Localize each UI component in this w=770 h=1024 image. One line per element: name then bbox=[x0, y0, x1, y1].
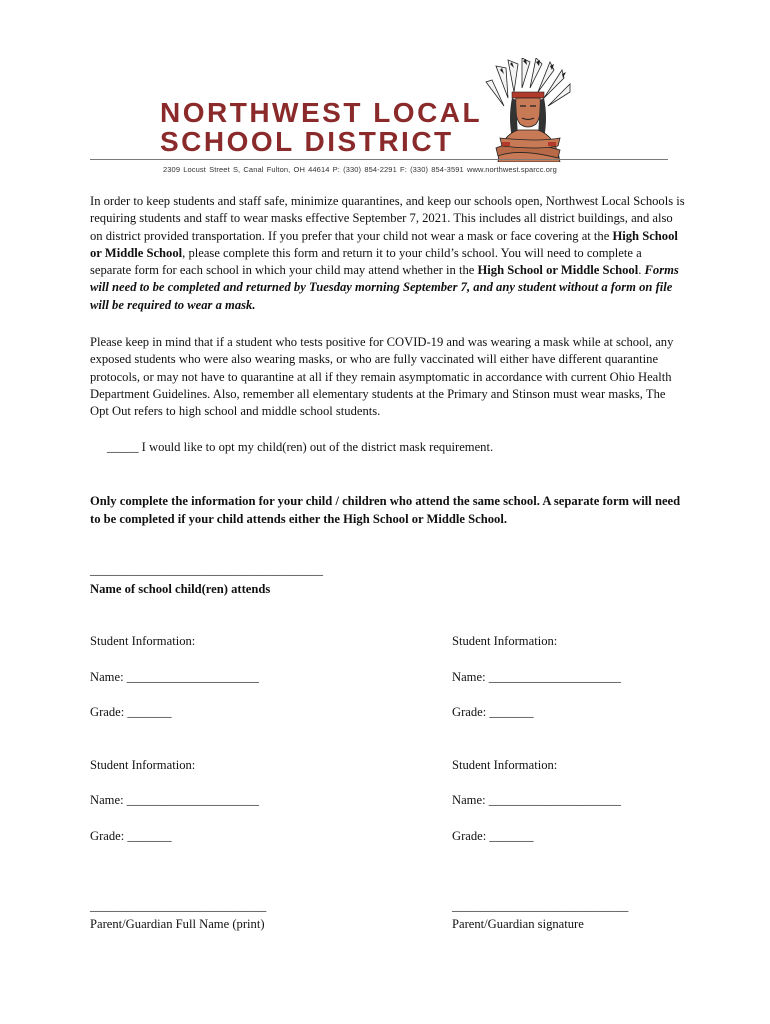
student-4-grade-field[interactable]: Grade: _______ bbox=[452, 829, 534, 843]
guardian-name-label: Parent/Guardian Full Name (print) bbox=[90, 917, 265, 931]
policy-text-3: . bbox=[638, 263, 645, 278]
student-1-name-field[interactable]: Name: _____________________ bbox=[90, 670, 259, 684]
student-1-heading: Student Information: bbox=[90, 634, 196, 648]
student-1-grade-field[interactable]: Grade: _______ bbox=[90, 705, 172, 719]
deadline-notice: Forms will need to be completed and returned by Tuesday morning September 7, and any student without a form on file will be required to wear a mask. bbox=[90, 263, 679, 312]
quarantine-paragraph: Please keep in mind that if a student who tests positive for COVID-19 and was wearing a mask while at school, any exposed students who were also wearing masks, or who are fully vaccinated will either have different quarantine protocols, or may not have to quarantine at all if they remain asymptomatic in accordance with current Ohio Health Department Guidelines. Also, remember all elementary students at the Primary and Stinson must wear masks, The Opt Out refers to high school and middle school students. bbox=[90, 335, 674, 419]
school-name-label: Name of school child(ren) attends bbox=[90, 582, 271, 596]
district-name-line1: NORTHWEST LOCAL bbox=[160, 97, 483, 128]
student-3-name-field[interactable]: Name: _____________________ bbox=[90, 793, 259, 807]
district-address: 2309 Locust Street S, Canal Fulton, OH 44614 P: (330) 854-2291 F: (330) 854-3591 www.northwest.sparcc.org bbox=[163, 165, 557, 174]
policy-text-1: In order to keep students and staff safe, minimize quarantines, and keep our schools open, Northwest Local Schools is requiring students and staff to wear masks effective September 7, 2021. This includes all district buildings, and also on district provided transportation. If you prefer that your child not wear a mask or face covering at the bbox=[90, 194, 685, 243]
policy-bold-2: High School or Middle School bbox=[477, 263, 639, 278]
policy-bold-1: High School or Middle School bbox=[90, 228, 678, 260]
student-2-grade-field[interactable]: Grade: _______ bbox=[452, 705, 534, 719]
guardian-signature-label: Parent/Guardian signature bbox=[452, 917, 584, 931]
district-name-line2: SCHOOL DISTRICT bbox=[160, 126, 454, 157]
guardian-name-field[interactable]: ____________________________ bbox=[90, 899, 267, 913]
instructions-text: Only complete the information for your child / children who attend the same school. A separate form will need to be completed if your child attends either the High School or Middle School. bbox=[90, 494, 681, 526]
policy-text-2: , please complete this form and return it to your child’s school. You will need to complete a separate form for each school in which your child may attend whether in the bbox=[90, 245, 642, 278]
student-3-grade-field[interactable]: Grade: _______ bbox=[90, 829, 172, 843]
student-3-heading: Student Information: bbox=[90, 758, 196, 772]
optout-checkline[interactable]: _____ I would like to opt my child(ren) out of the district mask requirement. bbox=[107, 440, 494, 454]
student-2-heading: Student Information: bbox=[452, 634, 558, 648]
guardian-signature-field[interactable]: ____________________________ bbox=[452, 899, 629, 913]
student-2-name-field[interactable]: Name: _____________________ bbox=[452, 670, 621, 684]
school-name-field[interactable]: _____________________________________ bbox=[90, 563, 323, 577]
header-divider bbox=[90, 159, 668, 160]
student-4-name-field[interactable]: Name: _____________________ bbox=[452, 793, 621, 807]
mascot-logo-icon bbox=[478, 58, 578, 162]
policy-paragraph bbox=[90, 193, 685, 314]
student-4-heading: Student Information: bbox=[452, 758, 558, 772]
